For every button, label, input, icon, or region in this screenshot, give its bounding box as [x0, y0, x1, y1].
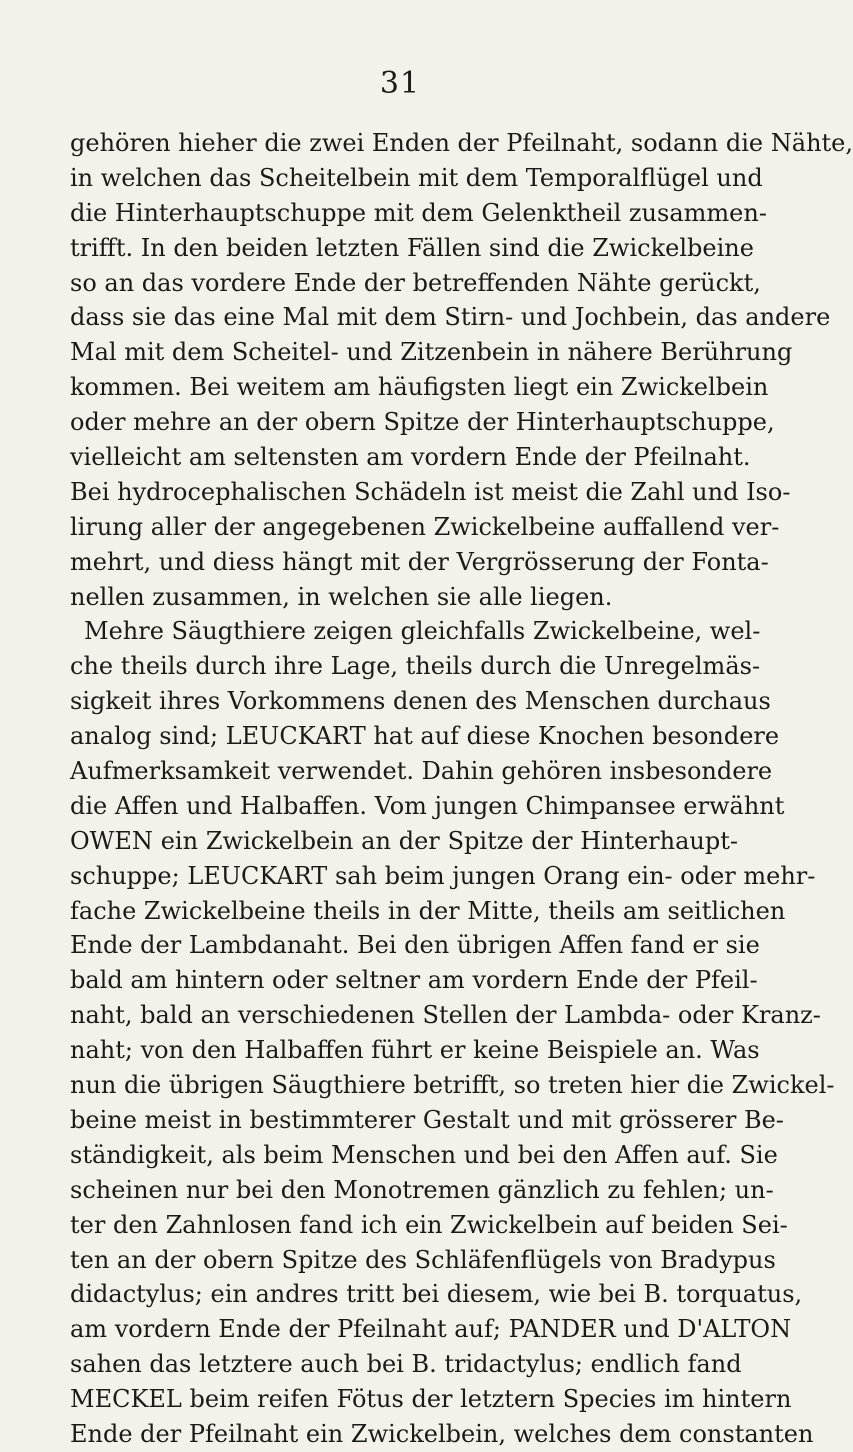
text-line: am vordern Ende der Pfeilnaht auf; PANDER und D'ALTON: [70, 1315, 792, 1344]
text-line: sigkeit ihres Vorkommens denen des Menschen durchaus: [70, 687, 771, 716]
text-line: ständigkeit, als beim Menschen und bei den Affen auf. Sie: [70, 1140, 778, 1169]
text-line: ter den Zahnlosen fand ich ein Zwickelbein auf beiden Sei-: [70, 1210, 788, 1239]
text-line: didactylus; ein andres tritt bei diesem, wie bei B. torquatus,: [70, 1280, 803, 1309]
body-text: [70, 126, 853, 1452]
text-line: Ende der Pfeilnaht ein Zwickelbein, welches dem constanten: [70, 1419, 814, 1448]
text-line: analog sind; LEUCKART hat auf diese Knochen besondere: [70, 722, 780, 751]
text-line: trifft. In den beiden letzten Fällen sind die Zwickelbeine: [70, 233, 754, 262]
text-line: die Hinterhauptschuppe mit dem Gelenktheil zusammen-: [70, 198, 767, 227]
text-line: vielleicht am seltensten am vordern Ende der Pfeilnaht.: [70, 443, 751, 472]
text-line: oder mehre an der obern Spitze der Hinterhauptschuppe,: [70, 408, 775, 437]
text-line: naht; von den Halbaffen führt er keine Beispiele an. Was: [70, 1036, 760, 1065]
text-line: beine meist in bestimmterer Gestalt und mit grösserer Be-: [70, 1105, 784, 1134]
text-line: gehören hieher die zwei Enden der Pfeilnaht, sodann die Nähte,: [70, 129, 853, 157]
text-line: schuppe; LEUCKART sah beim jungen Orang ein- oder mehr-: [70, 861, 816, 890]
text-line: fache Zwickelbeine theils in der Mitte, theils am seitlichen: [70, 896, 786, 925]
text-line: Ende der Lambdanaht. Bei den übrigen Affen fand er sie: [70, 931, 760, 960]
text-line: MECKEL beim reifen Fötus der letztern Species im hintern: [70, 1385, 792, 1414]
text-line: sahen das letztere auch bei B. tridactylus; endlich fand: [70, 1350, 742, 1379]
text-line: che theils durch ihre Lage, theils durch die Unregelmäs-: [70, 652, 761, 681]
text-line: mehrt, und diess hängt mit der Vergrösserung der Fonta-: [70, 547, 769, 576]
text-line: OWEN ein Zwickelbein an der Spitze der Hinterhaupt-: [70, 826, 738, 855]
text-line: ten an der obern Spitze des Schläfenflügels von Bradypus: [70, 1245, 776, 1274]
text-line: lirung aller der angegebenen Zwickelbeine auffallend ver-: [70, 512, 780, 541]
text-line: Aufmerksamkeit verwendet. Dahin gehören insbesondere: [70, 757, 773, 786]
text-line: die Affen und Halbaffen. Vom jungen Chimpansee erwähnt: [70, 791, 785, 820]
text-line: Mal mit dem Scheitel- und Zitzenbein in nähere Berührung: [70, 338, 793, 367]
page-number: 31: [379, 66, 421, 101]
text-line: nellen zusammen, in welchen sie alle liegen.: [70, 582, 613, 611]
text-line: Mehre Säugthiere zeigen gleichfalls Zwickelbeine, wel-: [84, 617, 761, 646]
text-line: naht, bald an verschiedenen Stellen der Lambda- oder Kranz-: [70, 1001, 821, 1030]
text-line: dass sie das eine Mal mit dem Stirn- und Jochbein, das andere: [70, 303, 831, 332]
text-line: scheinen nur bei den Monotremen gänzlich zu fehlen; un-: [70, 1175, 774, 1204]
text-line: Bei hydrocephalischen Schädeln ist meist die Zahl und Iso-: [70, 477, 791, 506]
text-line: so an das vordere Ende der betreffenden Nähte gerückt,: [70, 268, 761, 297]
text-line: in welchen das Scheitelbein mit dem Temporalflügel und: [70, 163, 763, 192]
text-line: kommen. Bei weitem am häufigsten liegt ein Zwickelbein: [70, 373, 769, 402]
text-line: nun die übrigen Säugthiere betrifft, so treten hier die Zwickel-: [70, 1071, 835, 1100]
text-line: bald am hintern oder seltner am vordern Ende der Pfeil-: [70, 966, 758, 995]
